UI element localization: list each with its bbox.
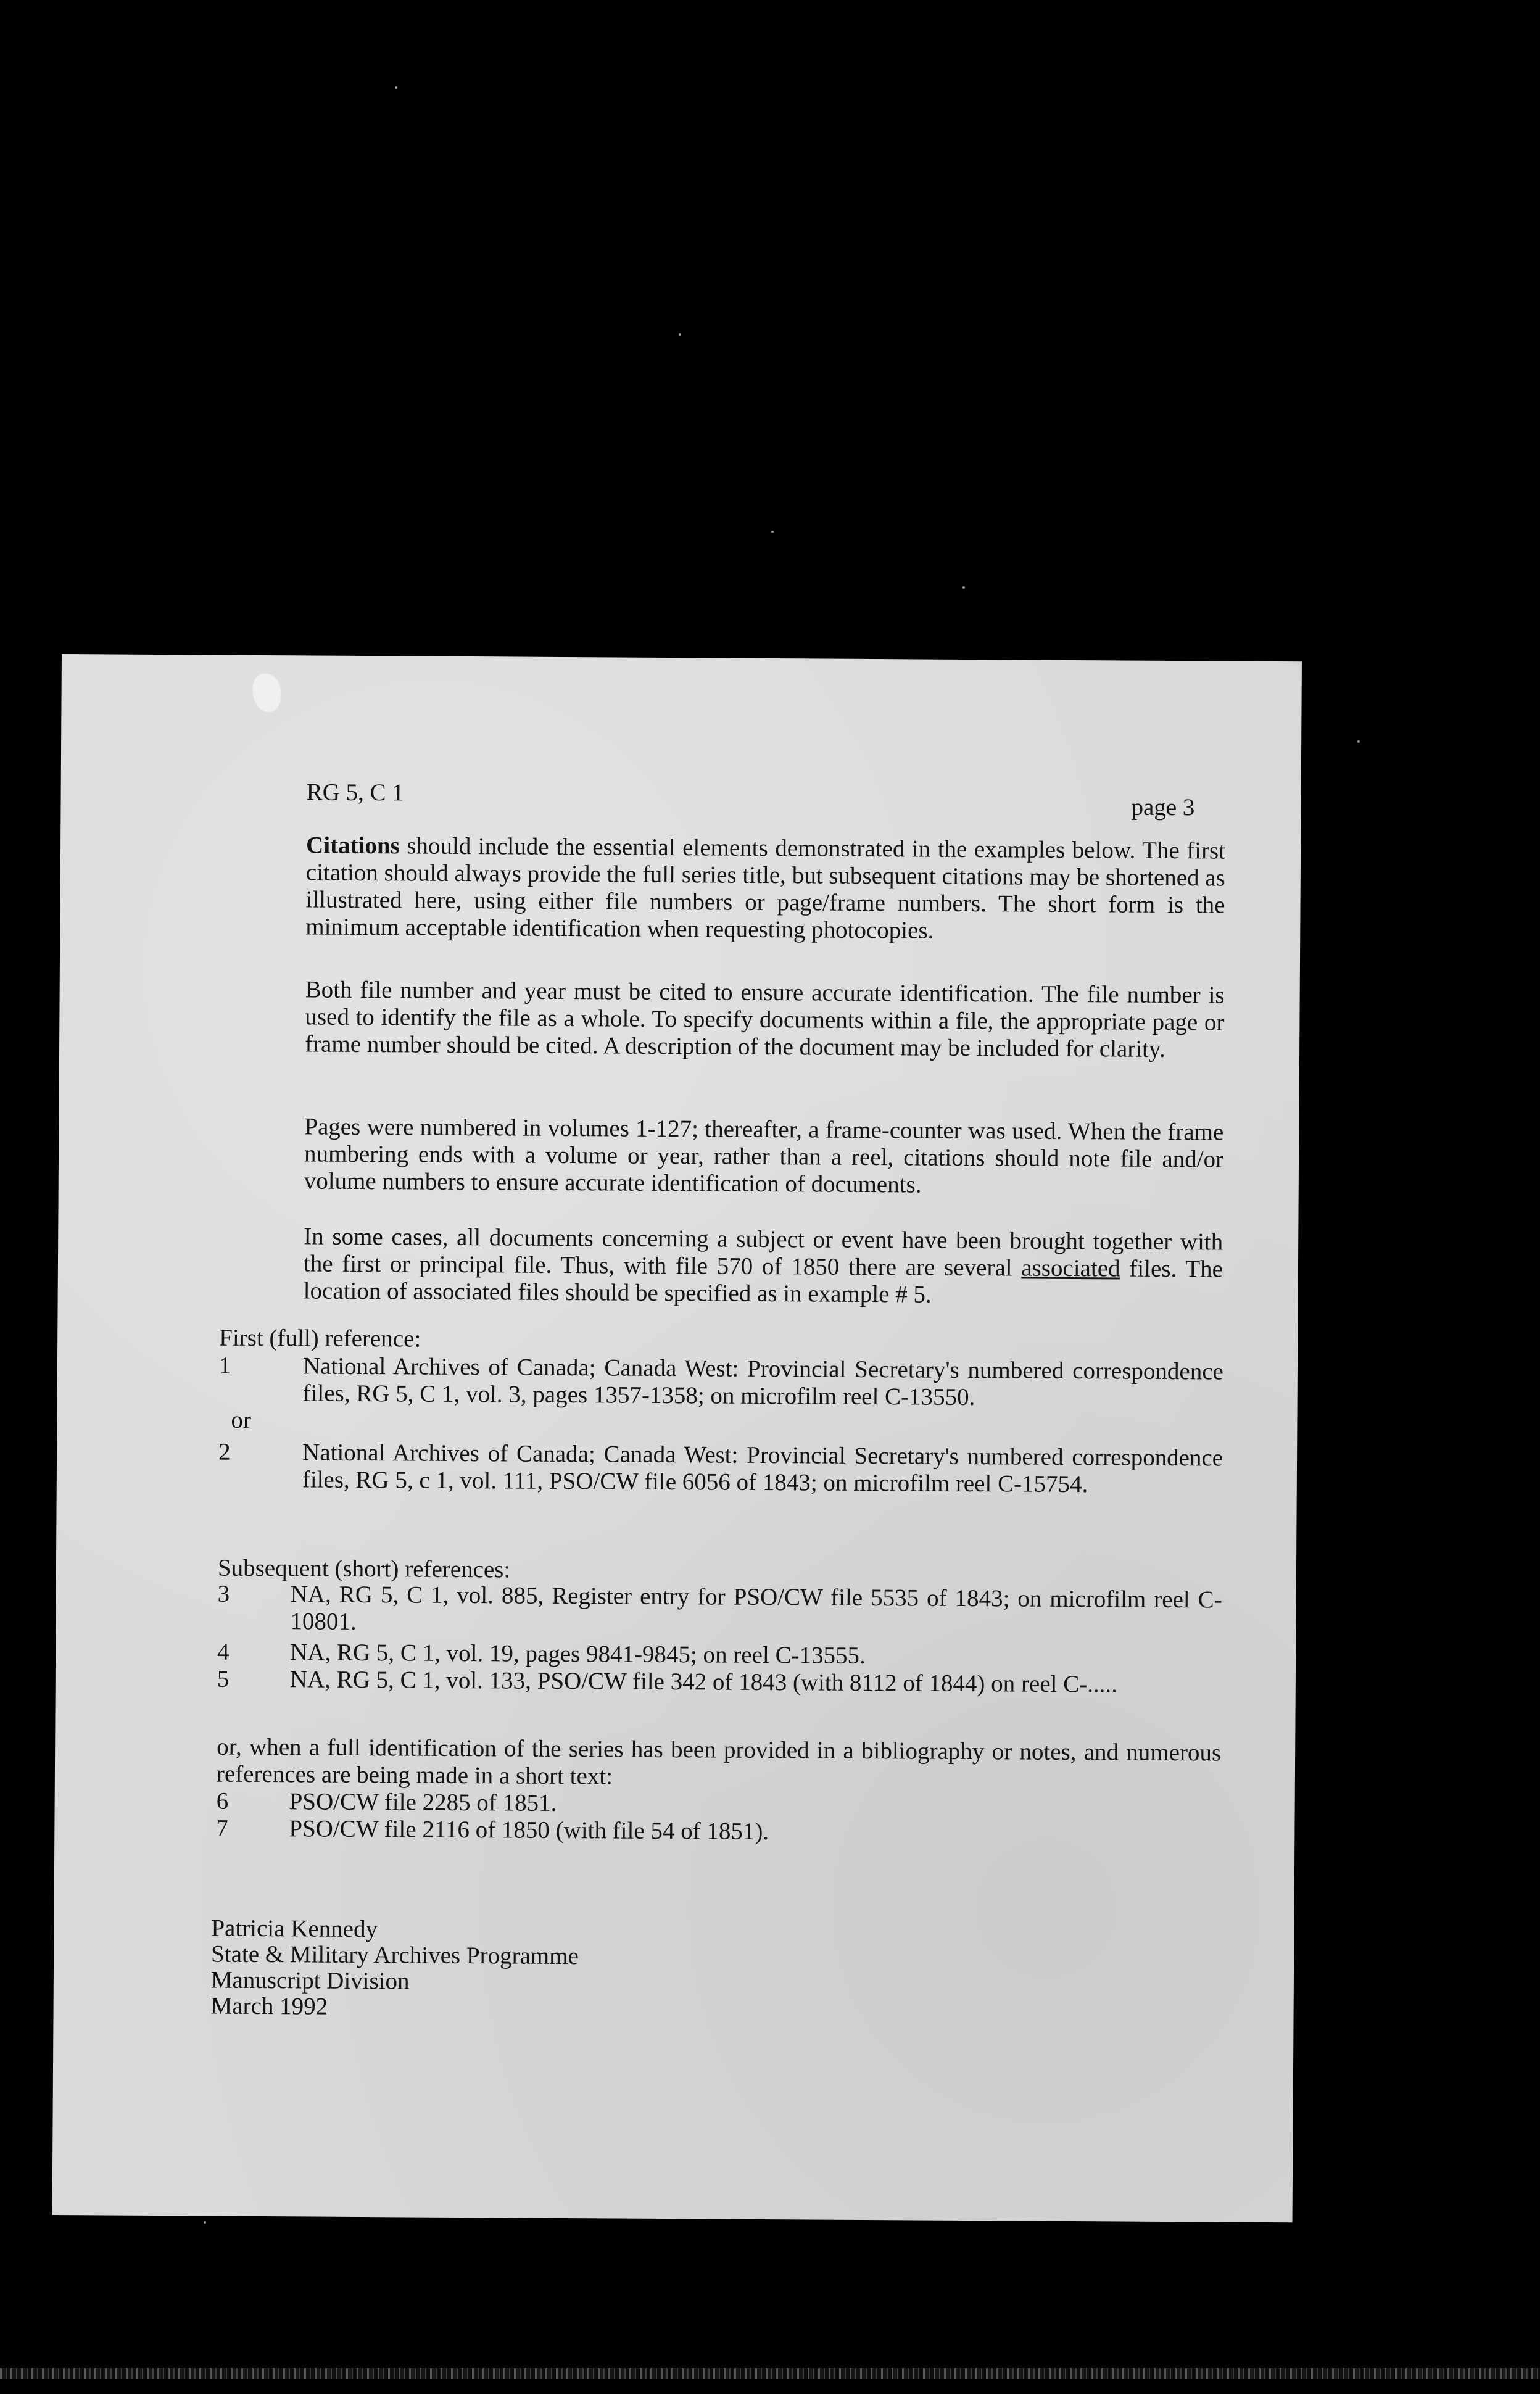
dust-speck	[771, 531, 774, 533]
paragraph-file-number: Both file number and year must be cited to ensure accurate identification. The file number is used to identify the file as a whole. To specify documents within a file, the appropriate page or frame number should be cited. A description of the document may be included for clarity.	[305, 976, 1225, 1062]
dust-speck	[679, 333, 681, 336]
full-reference-heading: First (full) reference:	[219, 1324, 421, 1352]
or-separator: or	[231, 1406, 252, 1433]
short-reference-heading: Subsequent (short) references:	[217, 1554, 511, 1583]
reference-1: National Archives of Canada; Canada West: Provincial Secretary's numbered correspondence files, RG 5, C 1, vol. 3, pages 1357-1358; on microfilm reel C-13550.	[302, 1352, 1224, 1411]
series-header: RG 5, C 1	[306, 779, 404, 806]
dust-speck	[962, 586, 965, 589]
reference-6: PSO/CW file 2285 of 1851.	[289, 1788, 557, 1816]
dust-speck	[1357, 740, 1360, 743]
signature-name: Patricia Kennedy	[211, 1915, 378, 1943]
document-page	[52, 654, 1302, 2222]
reference-4: NA, RG 5, C 1, vol. 19, pages 9841-9845; on reel C-13555.	[289, 1639, 866, 1669]
reference-number-7: 7	[216, 1815, 229, 1842]
paragraph-citations-text: should include the essential elements demonstrated in the examples below. The first citation should always provide the full series title, but subsequent citations may be shortened as illustrated here, using either file numbers or page/frame numbers. The short form is the minimum acceptable identification when requesting photocopies.	[305, 832, 1226, 944]
dust-speck	[395, 86, 397, 89]
reference-number-4: 4	[217, 1638, 230, 1665]
paragraph-associated-files	[304, 1223, 1223, 1310]
reference-7: PSO/CW file 2116 of 1850 (with file 54 of 1851).	[289, 1815, 769, 1845]
reference-3: NA, RG 5, C 1, vol. 885, Register entry for PSO/CW file 5535 of 1843; on microfilm reel C-10801.	[290, 1581, 1222, 1635]
associated-underlined: associated	[1021, 1254, 1120, 1282]
short-text-intro: or, when a full identification of the series has been provided in a bibliography or notes, and numerous references are being made in a short text:	[216, 1733, 1222, 1790]
reference-number-3: 3	[217, 1580, 230, 1607]
paragraph-associated-text-a: In some cases, all documents concerning a subject or event have been brought together with the first or principal file. Thus, with file 570 of 1850 there are several	[303, 1223, 1223, 1282]
citations-lead-word: Citations	[305, 832, 400, 859]
reference-number-5: 5	[217, 1665, 230, 1692]
paragraph-citations	[305, 832, 1225, 946]
paragraph-associated-text-b: files. The location of associated files should be specified as in example # 5.	[303, 1255, 1223, 1308]
film-edge-strip	[0, 2368, 1540, 2379]
signature-division: Manuscript Division	[210, 1966, 410, 1995]
reference-number-2: 2	[218, 1438, 231, 1465]
reference-number-6: 6	[216, 1787, 229, 1815]
reference-5: NA, RG 5, C 1, vol. 133, PSO/CW file 342 of 1843 (with 8112 of 1844) on reel C-.....	[289, 1666, 1118, 1698]
page-number: page 3	[1131, 793, 1195, 821]
signature-programme: State & Military Archives Programme	[211, 1940, 579, 1970]
reference-2: National Archives of Canada; Canada West: Provincial Secretary's numbered correspondence files, RG 5, c 1, vol. 111, PSO/CW file 6056 of 1843; on microfilm reel C-15754.	[302, 1439, 1223, 1498]
paper-tear-mark	[252, 674, 281, 712]
reference-number-1: 1	[218, 1352, 231, 1379]
paragraph-pages: Pages were numbered in volumes 1-127; thereafter, a frame-counter was used. When the frame numbering ends with a volume or year, rather than a reel, citations should note file and/or volume numbers to ensure accurate identification of documents.	[304, 1113, 1224, 1198]
signature-date: March 1992	[210, 1992, 328, 2020]
dust-speck	[204, 2221, 206, 2224]
